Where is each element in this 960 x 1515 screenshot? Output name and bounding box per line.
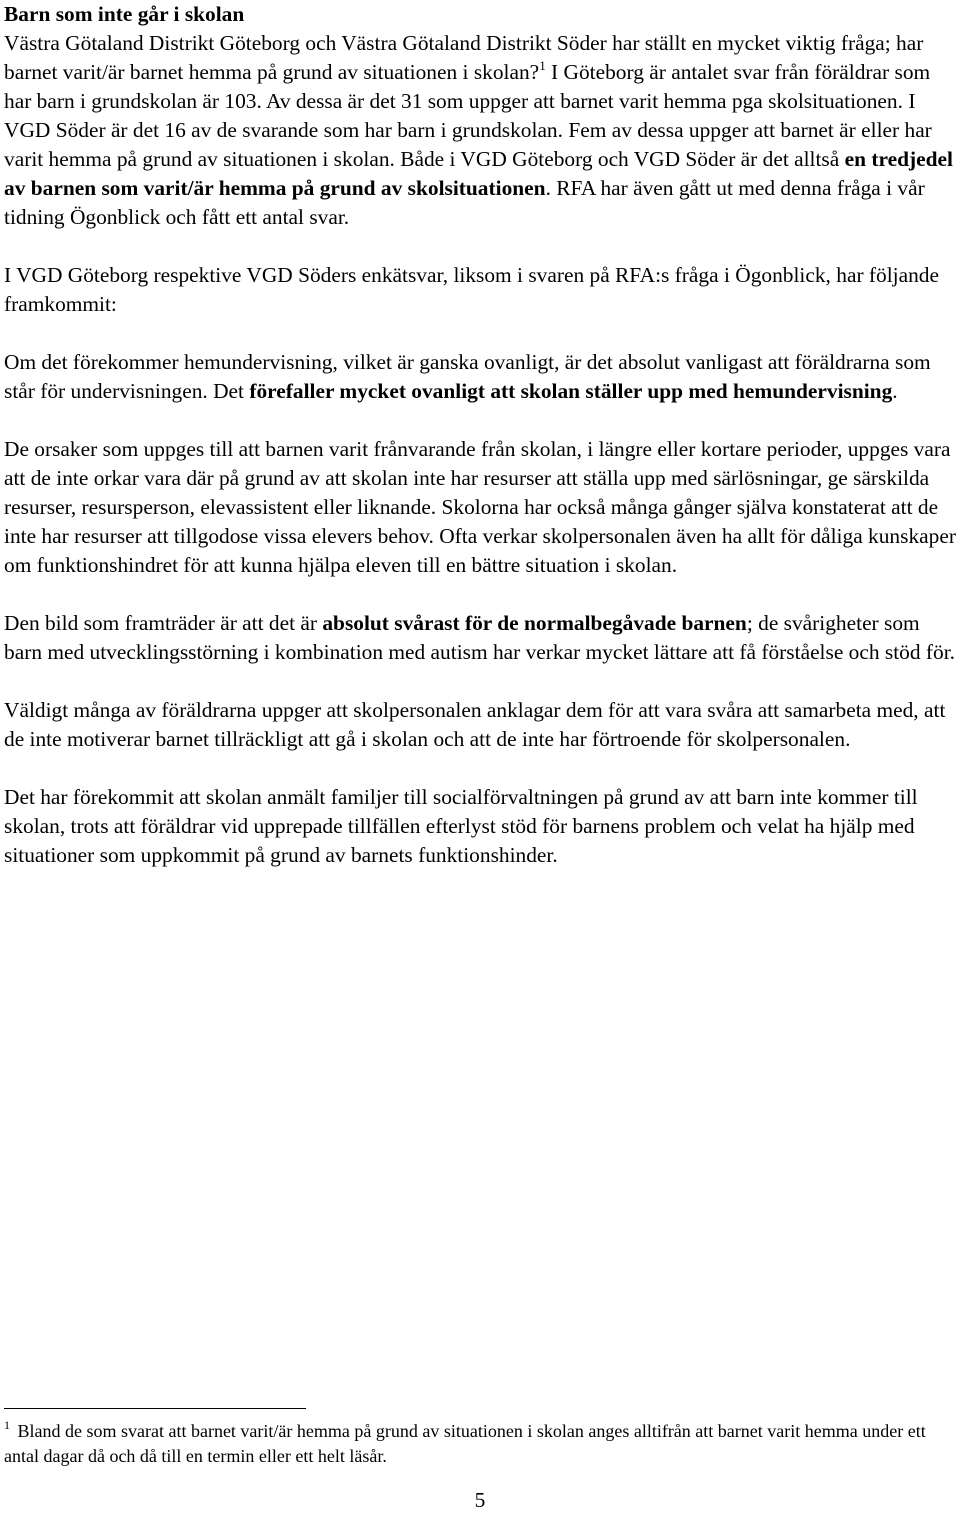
footnote [4,1419,956,1469]
paragraph-social-services: Det har förekommit att skolan anmält familjer till socialförvaltningen på grund av att barn inte kommer till skolan, trots att föräldrar vid upprepade tillfällen efterlyst stöd för barnens problem och velat ha hjälp med situationer som uppkommit på grund av barnets funktionshinder. [4,785,918,867]
footnote-divider [4,1408,306,1409]
footnote-reference[interactable]: 1 [539,58,546,73]
paragraph-text: Om det förekommer hemundervisning, vilket är ganska ovanligt, är det absolut vanligast att föräldrarna som står för undervisningen. Det [4,350,931,403]
paragraph-normal-gifted [4,609,956,667]
bold-emphasis: förefaller mycket ovanligt att skolan ställer upp med hemundervisning [249,379,893,403]
section-heading: Barn som inte går i skolan [4,2,245,26]
bold-emphasis: absolut svårast för de normalbegåvade barnen [322,611,747,635]
footnote-number: 1 [4,1418,10,1432]
paragraph-parent-accusations: Väldigt många av föräldrarna uppger att skolpersonalen anklagar dem för att vara svåra att samarbeta med, att de inte motiverar barnet tillräckligt att gå i skolan och att de inte har förtroende för skolpersonalen. [4,698,946,751]
document-body [4,0,956,899]
paragraph-text: . RFA har även gått ut med denna fråga i vår tidning Ögonblick och fått ett antal svar. [4,176,925,229]
paragraph-text: I Göteborg är antalet svar från föräldrar som har barn i grundskolan är 103. Av dessa är det 31 som uppger att barnet varit hemma pga skolsituationen. I VGD Söder är det 16 av de svarande som har barn i grundskolan. Fem av dessa uppger att barnet är eller har varit hemma på grund av situationen i skolan. Både i VGD Göteborg och VGD Söder är det alltså [4,60,932,171]
paragraph-absence-reasons: De orsaker som uppges till att barnen varit frånvarande från skolan, i längre eller kortare perioder, uppges vara att de inte orkar vara där på grund av att skolan inte har resurser att ställa upp med särlösningar, ge särskilda resurser, resursperson, elevassistent eller liknande. Skolorna har också många gånger själva konstaterat att de inte har resurser att tillgodose vissa elevers behov. Ofta verkar skolpersonalen även ha allt för dåliga kunskaper om funktionshindret för att kunna hjälpa eleven till en bättre situation i skolan. [4,437,956,577]
footnotes-section [4,1408,956,1469]
footnote-text: Bland de som svarat att barnet varit/är hemma på grund av situationen i skolan anges alltifrån att barnet varit hemma under ett antal dagar då och då till en termin eller ett helt läsår. [4,1421,926,1466]
paragraph-home-schooling [4,348,956,406]
page-number: 5 [474,1488,486,1512]
bold-emphasis: en tredjedel av barnen som varit/är hemma på grund av skolsituationen [4,147,953,200]
paragraph-findings-intro: I VGD Göteborg respektive VGD Söders enkätsvar, liksom i svaren på RFA:s fråga i Ögonblick, har följande framkommit: [4,263,939,316]
paragraph-text: ; de svårigheter som barn med utvecklingsstörning i kombination med autism har verkar mycket lättare att få förståelse och stöd för. [4,611,956,664]
paragraph-text: Den bild som framträder är att det är [4,611,323,635]
paragraph-survey-results [4,29,956,232]
paragraph-text: . [892,379,898,403]
paragraph-text: Västra Götaland Distrikt Göteborg och Västra Götaland Distrikt Söder har ställt en mycket viktig fråga; har barnet varit/är barnet hemma på grund av situationen i skolan? [4,31,924,84]
